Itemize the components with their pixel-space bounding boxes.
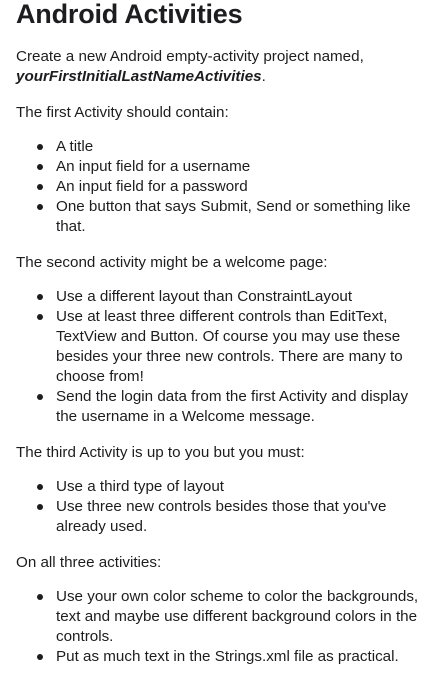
all-activities-list [16, 587, 421, 667]
list-item: One button that says Submit, Send or something like that. [56, 197, 421, 237]
section-heading-third-activity: The third Activity is up to you but you must: [16, 444, 305, 461]
list-item: Use at least three different controls than EditText, TextView and Button. Of course you may use these besides your three new controls. There are many to choose from! [56, 307, 421, 387]
first-activity-list [16, 137, 421, 237]
list-item: Use a third type of layout [56, 477, 421, 497]
section-heading-second-activity: The second activity might be a welcome page: [16, 254, 328, 271]
assignment-document [16, 0, 421, 667]
intro-paragraph [16, 47, 421, 87]
section-heading-all-activities: On all three activities: [16, 554, 162, 571]
third-activity-list [16, 477, 421, 537]
list-item: Use three new controls besides those that you've already used. [56, 497, 421, 537]
list-item: Put as much text in the Strings.xml file as practical. [56, 647, 421, 667]
intro-text: Create a new Android empty-activity project named, [16, 48, 364, 65]
section-heading-first-activity: The first Activity should contain: [16, 104, 229, 121]
list-item: Send the login data from the first Activity and display the username in a Welcome message. [56, 387, 421, 427]
list-item: A title [56, 137, 421, 157]
list-item: Use your own color scheme to color the backgrounds, text and maybe use different background colors in the controls. [56, 587, 421, 647]
list-item: Use a different layout than ConstraintLayout [56, 287, 421, 307]
list-item: An input field for a password [56, 177, 421, 197]
project-name: yourFirstInitialLastNameActivities [16, 68, 262, 85]
page-title: Android Activities [16, 0, 243, 29]
intro-end: . [261, 68, 266, 85]
second-activity-list [16, 287, 421, 427]
list-item: An input field for a username [56, 157, 421, 177]
